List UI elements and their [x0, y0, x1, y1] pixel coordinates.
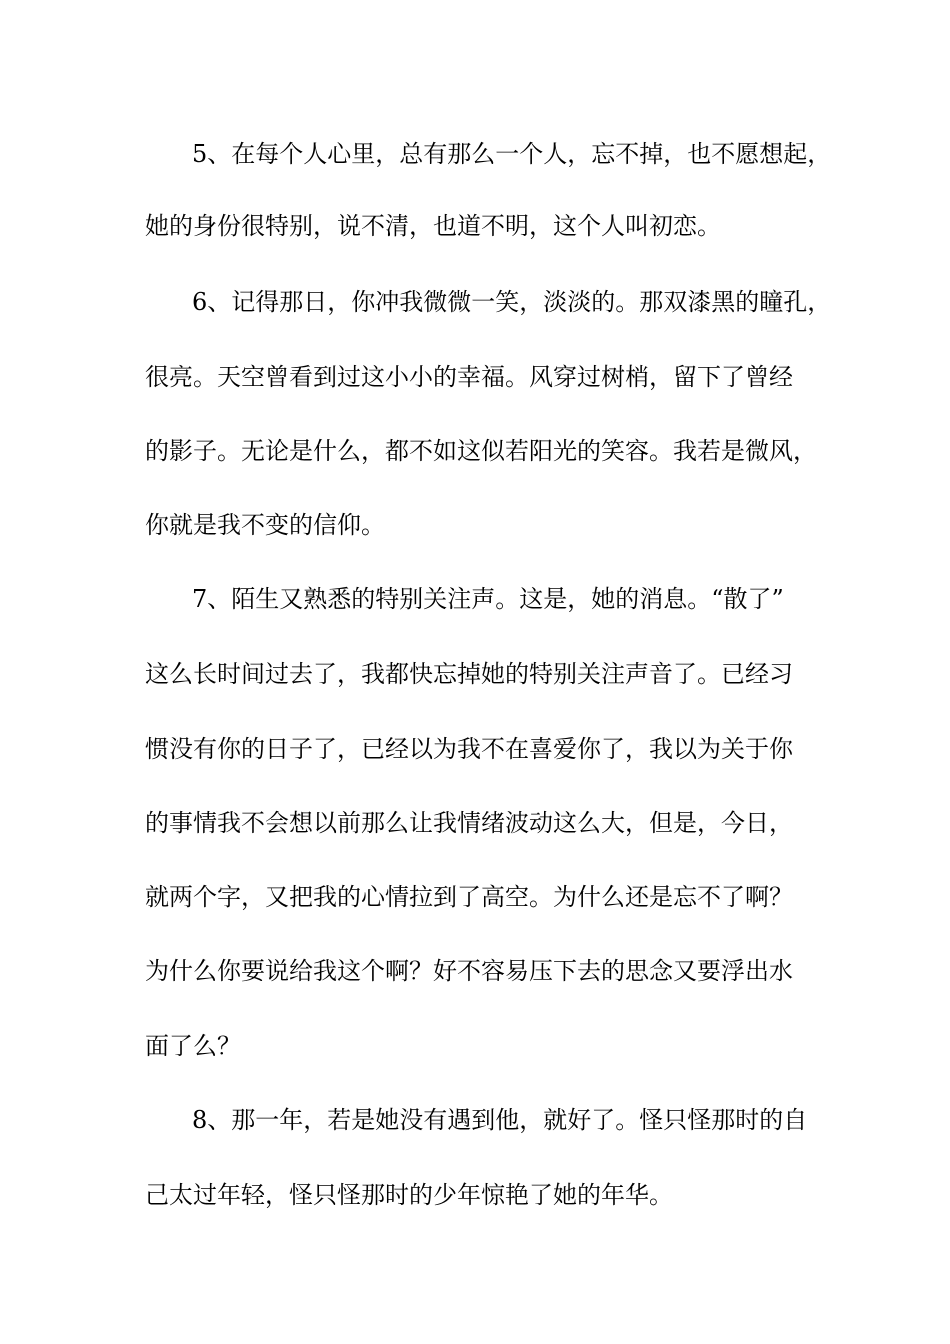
paragraph-6-line-4: 你就是我不变的信仰。 [145, 511, 385, 539]
paragraph-6-line-1: 6、记得那日，你冲我微微一笑，淡淡的。那双漆黑的瞳孔， [192, 288, 832, 316]
paragraph-8-line-2: 己太过年轻，怪只怪那时的少年惊艳了她的年华。 [145, 1181, 673, 1209]
paragraph-7-line-4: 的事情我不会想以前那么让我情绪波动这么大，但是，今日， [145, 809, 793, 837]
paragraph-7-line-1: 7、陌生又熟悉的特别关注声。这是，她的消息。“散了” [192, 585, 784, 613]
paragraph-8-line-1: 8、那一年，若是她没有遇到他，就好了。怪只怪那时的自 [192, 1106, 808, 1134]
paragraph-5-line-2: 她的身份很特别，说不清，也道不明，这个人叫初恋。 [145, 212, 721, 240]
paragraph-7-line-5: 就两个字，又把我的心情拉到了高空。为什么还是忘不了啊？ [145, 883, 793, 911]
paragraph-5-line-1: 5、在每个人心里，总有那么一个人，忘不掉，也不愿想起， [192, 140, 832, 168]
paragraph-7-line-6: 为什么你要说给我这个啊？好不容易压下去的思念又要浮出水 [145, 957, 793, 985]
paragraph-7-line-3: 惯没有你的日子了，已经以为我不在喜爱你了，我以为关于你 [145, 735, 793, 763]
paragraph-7-line-7: 面了么？ [145, 1032, 241, 1060]
paragraph-6-line-3: 的影子。无论是什么，都不如这似若阳光的笑容。我若是微风， [145, 437, 817, 465]
paragraph-6-line-2: 很亮。天空曾看到过这小小的幸福。风穿过树梢，留下了曾经 [145, 363, 793, 391]
paragraph-7-line-2: 这么长时间过去了，我都快忘掉她的特别关注声音了。已经习 [145, 660, 793, 688]
